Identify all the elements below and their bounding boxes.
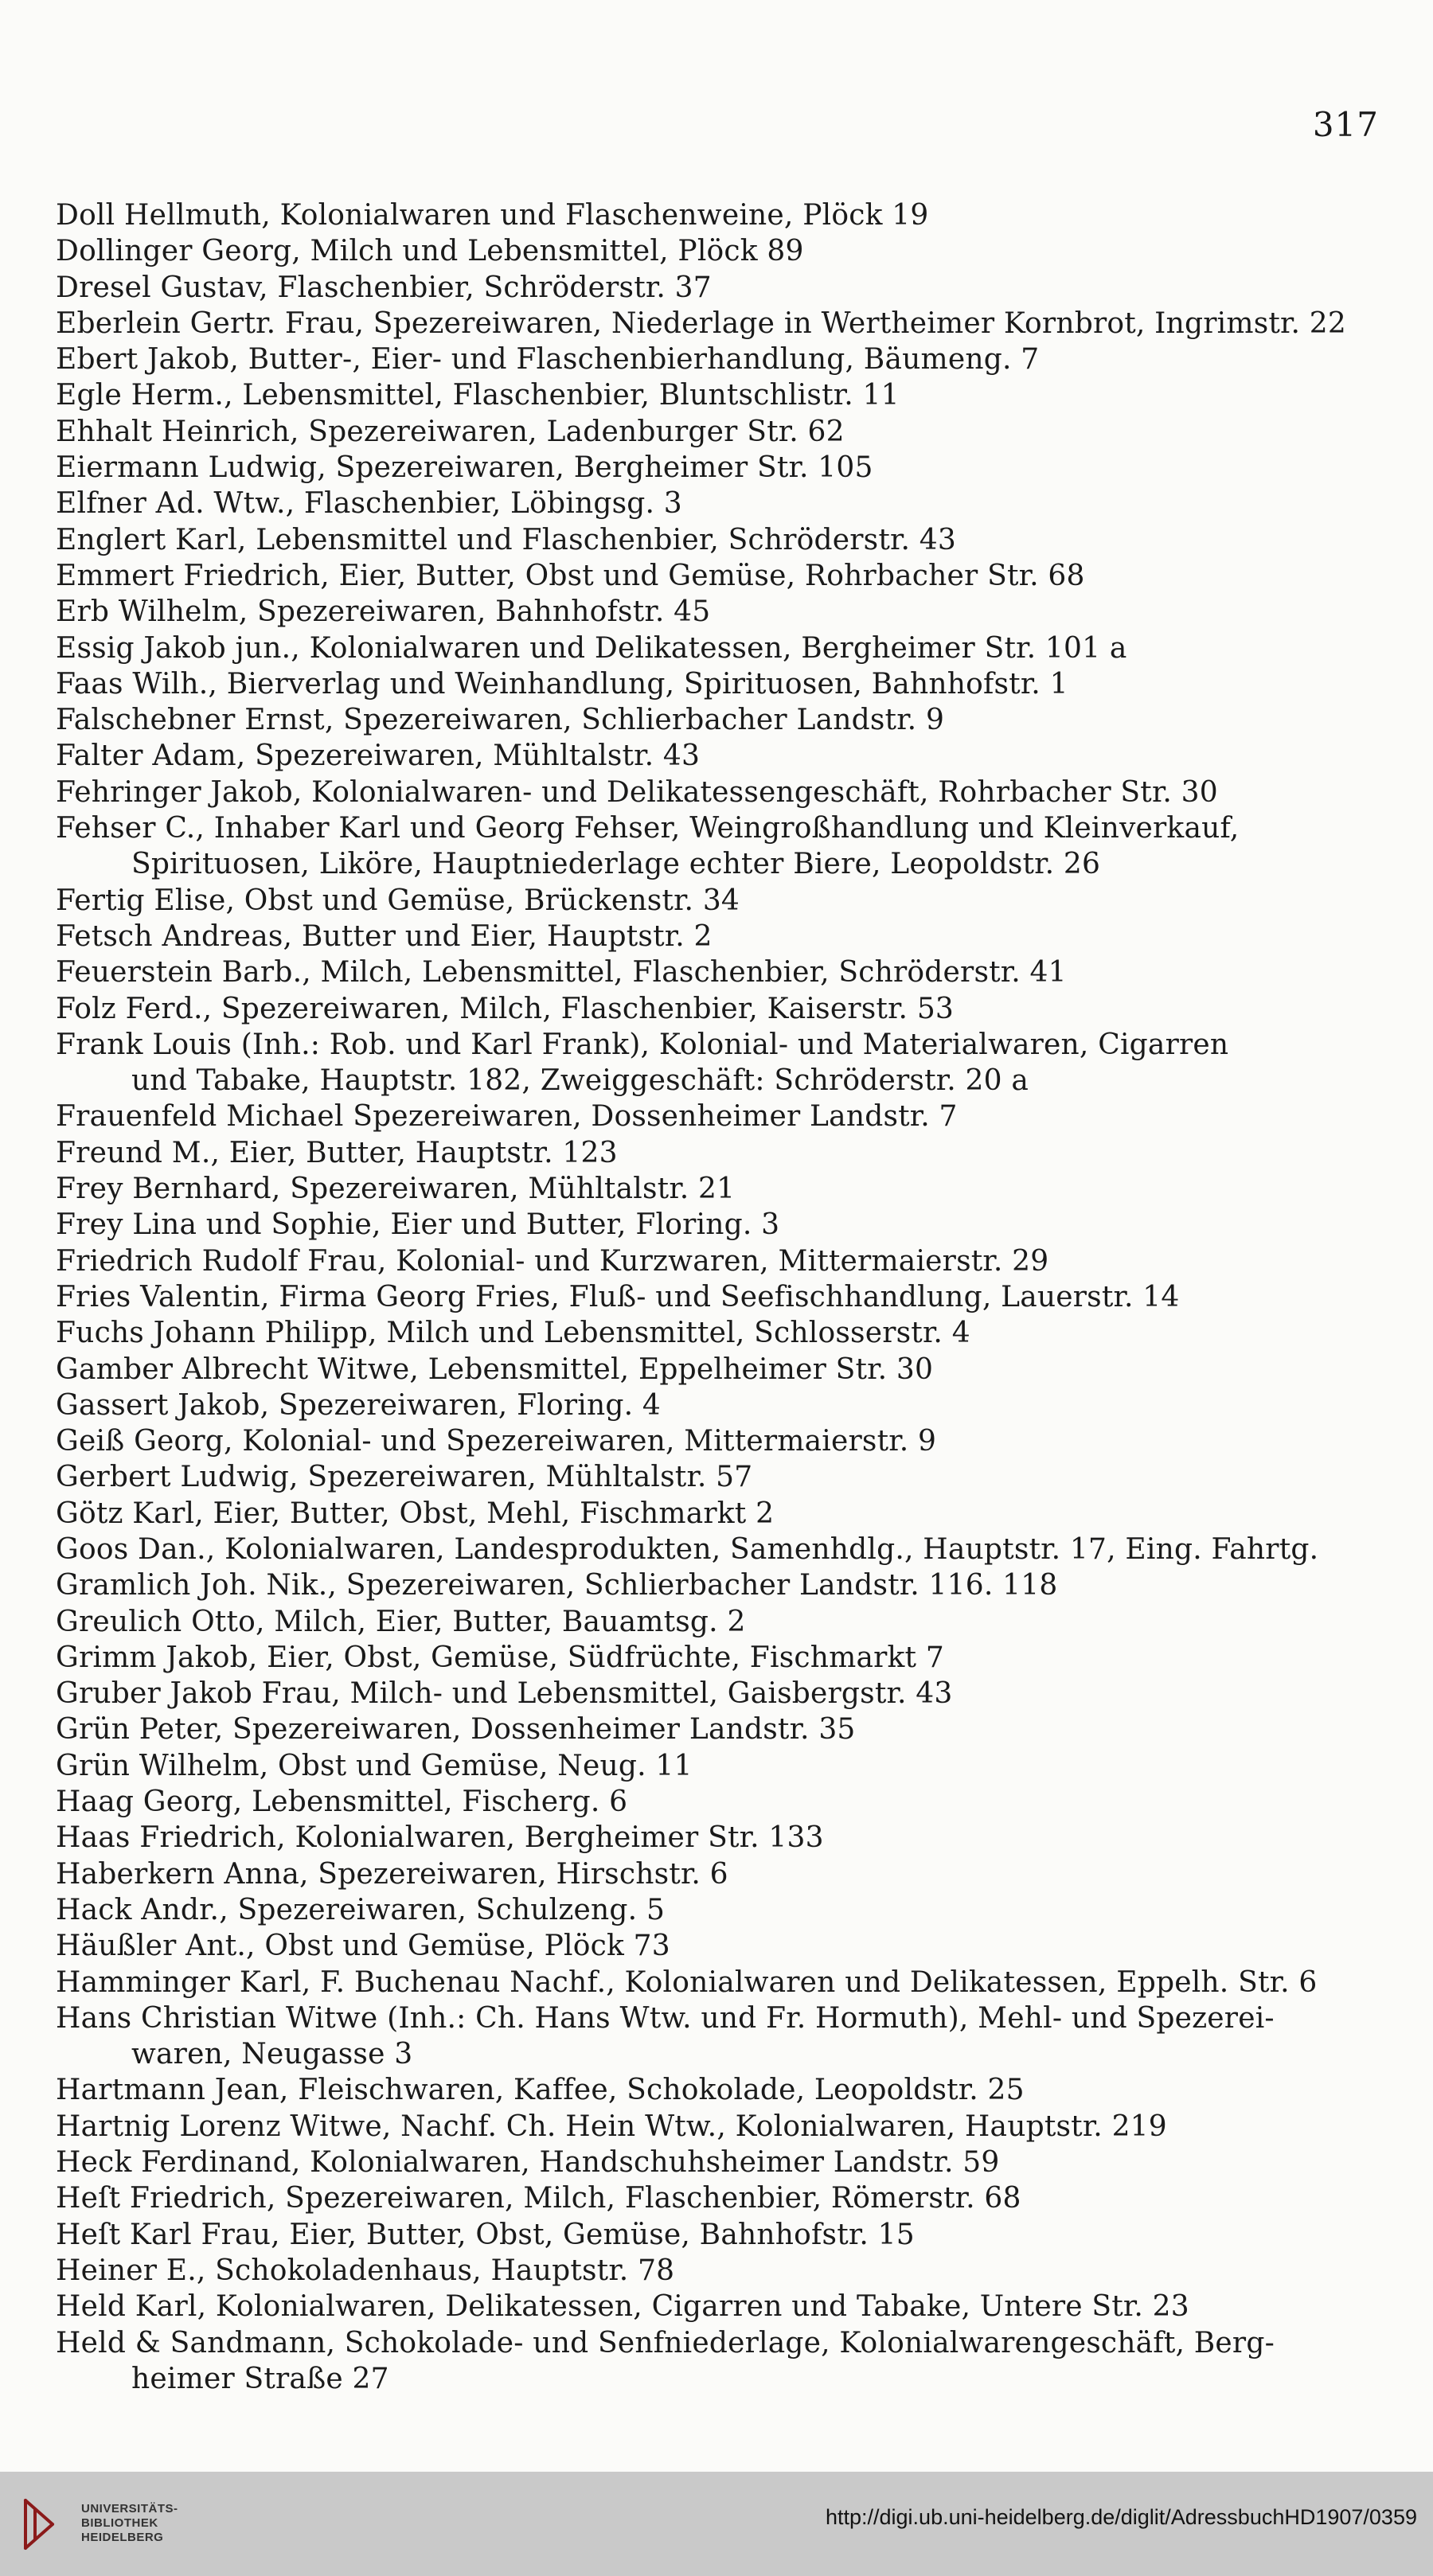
entry-text: Fuchs Johann Philipp, Milch und Lebensmittel, Schlosserstr. 4 — [56, 1317, 970, 1350]
entry-text: Götz Karl, Eier, Butter, Obst, Mehl, Fischmarkt 2 — [56, 1497, 775, 1530]
directory-entry — [56, 1820, 1393, 1856]
directory-entry — [56, 2217, 1393, 2253]
directory-entry — [56, 1423, 1393, 1459]
directory-entry — [56, 486, 1393, 521]
directory-entry — [56, 1207, 1393, 1243]
directory-entry — [56, 2109, 1393, 2145]
directory-entry — [56, 991, 1393, 1027]
entry-text: Gramlich Joh. Nik., Spezereiwaren, Schlierbacher Landstr. 116. 118 — [56, 1569, 1058, 1602]
entry-text: Grimm Jakob, Eier, Obst, Gemüse, Südfrüchte, Fischmarkt 7 — [56, 1641, 944, 1674]
entry-text: Ehhalt Heinrich, Spezereiwaren, Ladenburger Str. 62 — [56, 415, 845, 448]
directory-entry — [56, 1027, 1393, 1099]
library-name-line: HEIDELBERG — [81, 2531, 164, 2544]
directory-entry — [56, 1171, 1393, 1207]
directory-entry — [56, 2145, 1393, 2180]
entry-text: Fetsch Andreas, Butter und Eier, Hauptstr. 2 — [56, 919, 713, 953]
directory-entry — [56, 1748, 1393, 1784]
entry-text: Held & Sandmann, Schokolade- und Senfniederlage, Kolonialwarengeschäft, Berg- — [56, 2326, 1275, 2359]
directory-entry — [56, 1892, 1393, 1928]
entry-text: Egle Herm., Lebensmittel, Flaschenbier, Bluntschlistr. 11 — [56, 379, 900, 412]
entry-text: Greulich Otto, Milch, Eier, Butter, Bauamtsg. 2 — [56, 1605, 746, 1638]
directory-entry — [56, 2180, 1393, 2216]
entry-text: Gerbert Ludwig, Spezereiwaren, Mühltalstr. 57 — [56, 1461, 753, 1494]
entry-text: Eberlein Gertr. Frau, Spezereiwaren, Niederlage in Wertheimer Kornbrot, Ingrimstr. 22 — [56, 306, 1346, 340]
entry-text: Essig Jakob jun., Kolonialwaren und Delikatessen, Bergheimer Str. 101 a — [56, 631, 1127, 665]
directory-entry — [56, 2289, 1393, 2324]
directory-entry — [56, 1856, 1393, 1892]
directory-entry — [56, 1315, 1393, 1351]
entry-text: Fehringer Jakob, Kolonialwaren- und Delikatessengeschäft, Rohrbacher Str. 30 — [56, 775, 1218, 809]
directory-entry — [56, 522, 1393, 558]
directory-entry — [56, 1279, 1393, 1315]
directory-entry — [56, 1928, 1393, 1964]
entry-text: Häußler Ant., Obst und Gemüse, Plöck 73 — [56, 1930, 670, 1963]
directory-entry — [56, 270, 1393, 306]
entry-text: Haberkern Anna, Spezereiwaren, Hirschstr. 6 — [56, 1857, 728, 1891]
directory-entry — [56, 2325, 1393, 2398]
source-url-link[interactable]: http://digi.ub.uni-heidelberg.de/diglit/AdressbuchHD1907/0359 — [825, 2505, 1417, 2529]
directory-entry — [56, 306, 1393, 342]
directory-entry — [56, 2072, 1393, 2108]
directory-entry — [56, 2253, 1393, 2289]
entry-text: Hack Andr., Spezereiwaren, Schulzeng. 5 — [56, 1893, 666, 1926]
directory-entry — [56, 1711, 1393, 1747]
entry-continuation: und Tabake, Hauptstr. 182, Zweiggeschäft: Schröderstr. 20 a — [131, 1064, 1029, 1098]
directory-entry — [56, 1567, 1393, 1603]
entry-text: Freund M., Eier, Butter, Hauptstr. 123 — [56, 1136, 618, 1169]
entry-text: Ebert Jakob, Butter-, Eier- und Flaschenbierhandlung, Bäumeng. 7 — [56, 343, 1040, 377]
directory-entry — [56, 666, 1393, 702]
entry-text: Englert Karl, Lebensmittel und Flaschenbier, Schröderstr. 43 — [56, 523, 956, 556]
directory-entry — [56, 594, 1393, 630]
directory-entry — [56, 1676, 1393, 1711]
entry-text: Doll Hellmuth, Kolonialwaren und Flaschenweine, Plöck 19 — [56, 199, 929, 232]
library-name-line: BIBLIOTHEK — [81, 2516, 158, 2530]
entry-text: Emmert Friedrich, Eier, Butter, Obst und Gemüse, Rohrbacher Str. 68 — [56, 559, 1085, 592]
entry-text: Heck Ferdinand, Kolonialwaren, Handschuhsheimer Landstr. 59 — [56, 2146, 1000, 2180]
directory-entry — [56, 1352, 1393, 1388]
directory-entry — [56, 1243, 1393, 1279]
directory-entry — [56, 1532, 1393, 1567]
directory-entry — [56, 2000, 1393, 2073]
directory-entry — [56, 558, 1393, 594]
entry-continuation: Spirituosen, Liköre, Hauptniederlage echter Biere, Leopoldstr. 26 — [131, 848, 1101, 881]
directory-entries — [56, 197, 1393, 2397]
entry-text: Erb Wilhelm, Spezereiwaren, Bahnhofstr. 45 — [56, 595, 711, 629]
university-library-logo-icon — [16, 2492, 65, 2558]
directory-entry — [56, 414, 1393, 450]
directory-entry — [56, 1496, 1393, 1532]
entry-text: Held Karl, Kolonialwaren, Delikatessen, Cigarren und Tabake, Untere Str. 23 — [56, 2290, 1189, 2324]
entry-text: Heſt Friedrich, Spezereiwaren, Milch, Flaschenbier, Römerstr. 68 — [56, 2182, 1021, 2215]
directory-entry — [56, 1135, 1393, 1171]
directory-entry — [56, 197, 1393, 233]
entry-text: Frauenfeld Michael Spezereiwaren, Dossenheimer Landstr. 7 — [56, 1100, 958, 1134]
page-number: 317 — [1312, 105, 1379, 144]
entry-text: Hartnig Lorenz Witwe, Nachf. Ch. Hein Wtw., Kolonialwaren, Hauptstr. 219 — [56, 2110, 1167, 2143]
directory-entry — [56, 377, 1393, 413]
directory-entry — [56, 1604, 1393, 1640]
directory-entry — [56, 450, 1393, 486]
directory-entry — [56, 954, 1393, 990]
directory-entry — [56, 883, 1393, 919]
entry-text: Grün Peter, Spezereiwaren, Dossenheimer Landstr. 35 — [56, 1713, 856, 1747]
entry-text: Fehser C., Inhaber Karl und Georg Fehser, Weingroßhandlung und Kleinverkauf, — [56, 812, 1240, 845]
entry-text: Dresel Gustav, Flaschenbier, Schröderstr. 37 — [56, 271, 712, 304]
entry-text: Falter Adam, Spezereiwaren, Mühltalstr. 43 — [56, 740, 701, 773]
entry-text: Feuerstein Barb., Milch, Lebensmittel, Flaschenbier, Schröderstr. 41 — [56, 956, 1067, 989]
directory-entry — [56, 702, 1393, 738]
entry-text: Geiß Georg, Kolonial- und Spezereiwaren, Mittermaierstr. 9 — [56, 1425, 937, 1458]
directory-entry — [56, 738, 1393, 774]
directory-entry — [56, 1388, 1393, 1423]
entry-text: Elfner Ad. Wtw., Flaschenbier, Löbingsg. 3 — [56, 487, 682, 521]
entry-text: Fertig Elise, Obst und Gemüse, Brückenstr. 34 — [56, 884, 740, 917]
directory-entry — [56, 919, 1393, 954]
entry-text: Gruber Jakob Frau, Milch- und Lebensmittel, Gaisbergstr. 43 — [56, 1677, 953, 1711]
entry-continuation: heimer Straße 27 — [131, 2362, 389, 2395]
entry-text: Gassert Jakob, Spezereiwaren, Floring. 4 — [56, 1388, 661, 1422]
entry-text: Frey Lina und Sophie, Eier und Butter, Floring. 3 — [56, 1208, 780, 1242]
entry-text: Gamber Albrecht Witwe, Lebensmittel, Eppelheimer Str. 30 — [56, 1352, 934, 1386]
directory-entry — [56, 810, 1393, 883]
directory-entry — [56, 775, 1393, 810]
directory-entry — [56, 233, 1393, 269]
entry-text: Haas Friedrich, Kolonialwaren, Bergheimer Str. 133 — [56, 1821, 824, 1855]
viewer-footer — [0, 2472, 1433, 2576]
entry-text: Dollinger Georg, Milch und Lebensmittel, Plöck 89 — [56, 235, 804, 268]
library-name-line: UNIVERSITÄTS- — [81, 2502, 178, 2516]
library-name — [81, 2502, 178, 2545]
entry-text: Fries Valentin, Firma Georg Fries, Fluß- und Seefischhandlung, Lauerstr. 14 — [56, 1280, 1180, 1313]
directory-entry — [56, 1459, 1393, 1495]
directory-entry — [56, 342, 1393, 377]
entry-text: Friedrich Rudolf Frau, Kolonial- und Kurzwaren, Mittermaierstr. 29 — [56, 1244, 1049, 1278]
entry-text: Folz Ferd., Spezereiwaren, Milch, Flaschenbier, Kaiserstr. 53 — [56, 992, 955, 1025]
directory-entry — [56, 1965, 1393, 2000]
directory-entry — [56, 630, 1393, 666]
directory-entry — [56, 1784, 1393, 1820]
entry-text: Faas Wilh., Bierverlag und Weinhandlung, Spirituosen, Bahnhofstr. 1 — [56, 667, 1068, 701]
entry-text: Haag Georg, Lebensmittel, Fischerg. 6 — [56, 1786, 628, 1819]
entry-text: Frank Louis (Inh.: Rob. und Karl Frank), Kolonial- und Materialwaren, Cigarren — [56, 1028, 1229, 1061]
entry-text: Hans Christian Witwe (Inh.: Ch. Hans Wtw. und Fr. Hormuth), Mehl- und Spezerei- — [56, 2001, 1275, 2035]
entry-text: Goos Dan., Kolonialwaren, Landesprodukten, Samenhdlg., Hauptstr. 17, Eing. Fahrtg. — [56, 1532, 1319, 1566]
entry-text: Eiermann Ludwig, Spezereiwaren, Bergheimer Str. 105 — [56, 451, 873, 485]
directory-entry — [56, 1640, 1393, 1676]
entry-text: Falschebner Ernst, Spezereiwaren, Schlierbacher Landstr. 9 — [56, 704, 945, 737]
entry-text: Heiner E., Schokoladenhaus, Hauptstr. 78 — [56, 2254, 675, 2287]
entry-continuation: waren, Neugasse 3 — [131, 2038, 413, 2071]
directory-entry — [56, 1099, 1393, 1134]
entry-text: Frey Bernhard, Spezereiwaren, Mühltalstr. 21 — [56, 1173, 736, 1206]
entry-text: Grün Wilhelm, Obst und Gemüse, Neug. 11 — [56, 1749, 693, 1782]
entry-text: Hartmann Jean, Fleischwaren, Kaffee, Schokolade, Leopoldstr. 25 — [56, 2074, 1025, 2107]
entry-text: Heſt Karl Frau, Eier, Butter, Obst, Gemüse, Bahnhofstr. 15 — [56, 2218, 915, 2251]
entry-text: Hamminger Karl, F. Buchenau Nachf., Kolonialwaren und Delikatessen, Eppelh. Str. 6 — [56, 1965, 1318, 1999]
